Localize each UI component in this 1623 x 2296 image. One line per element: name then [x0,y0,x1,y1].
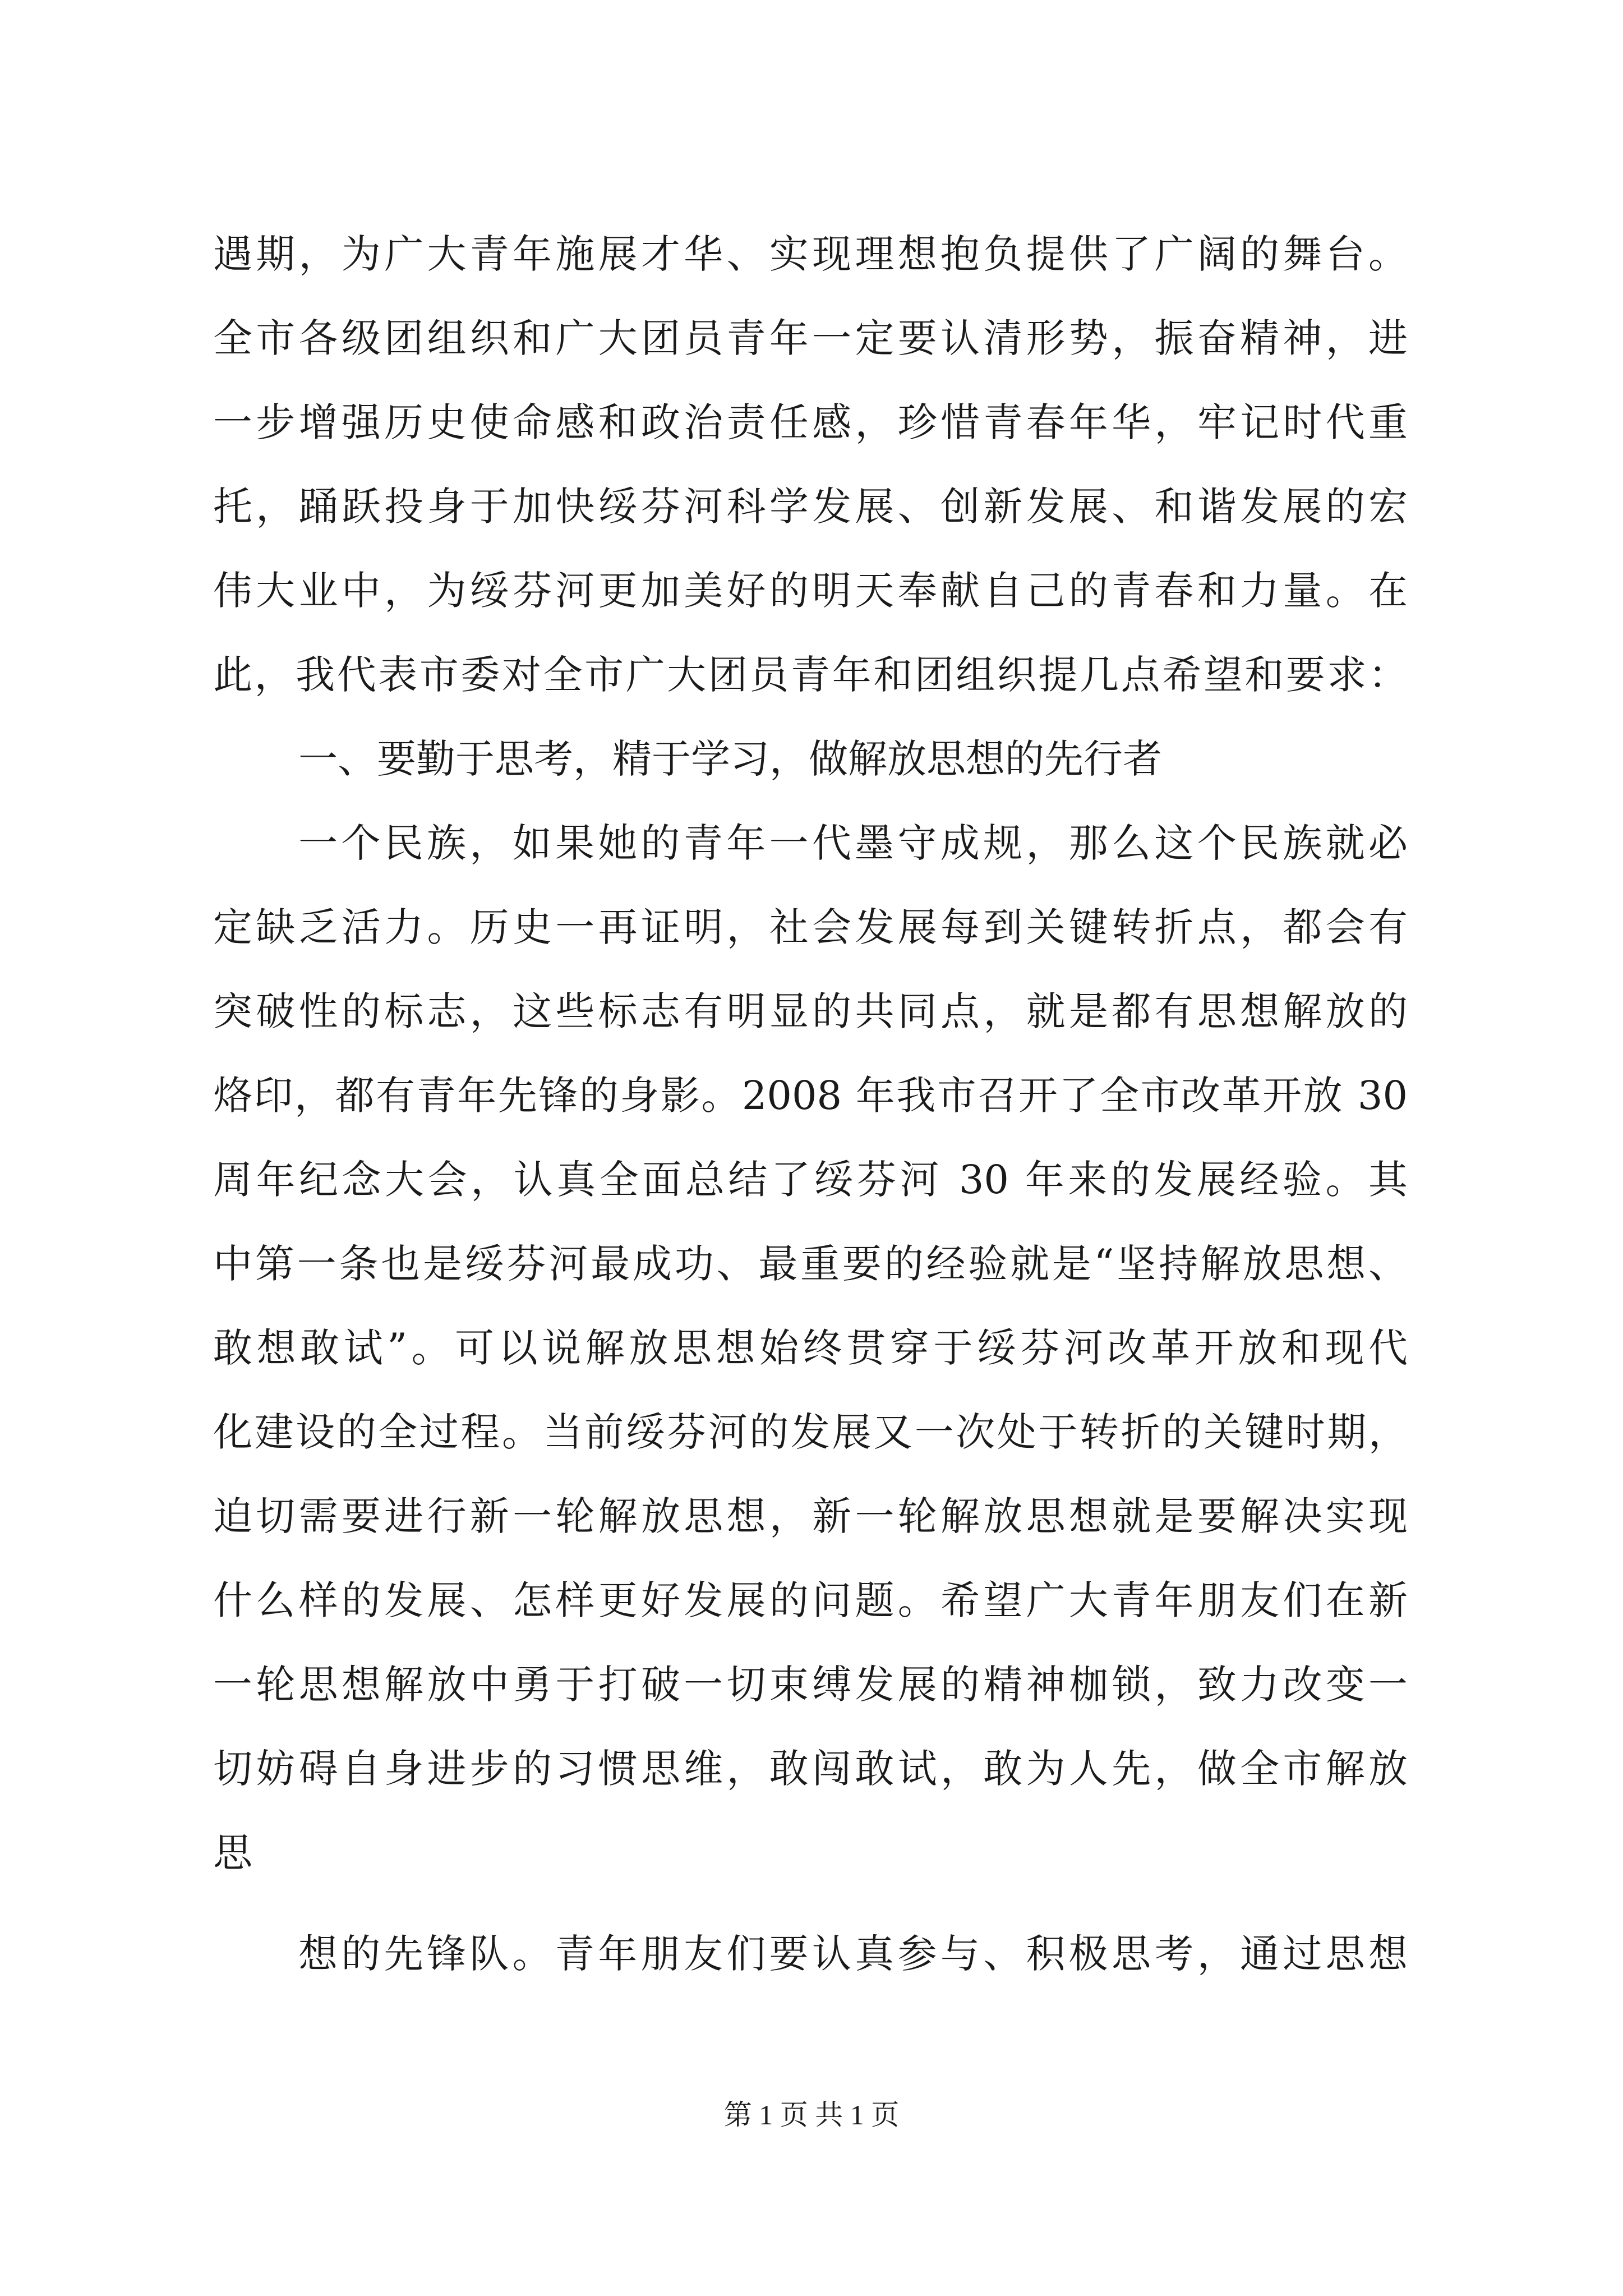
text-line: 中第一条也是绥芬河最成功、最重要的经验就是“坚持解放思想、 [213,1241,1408,1287]
text-line: 想的先锋队。青年朋友们要认真参与、积极思考，通过思想 [298,1931,1408,1977]
text-line: 突破性的标志，这些标志有明显的共同点，就是都有思想解放的 [213,988,1408,1034]
text-line: 化建设的全过程。当前绥芬河的发展又一次处于转折的关键时期， [213,1409,1408,1455]
text-line: 什么样的发展、怎样更好发展的问题。希望广大青年朋友们在新 [213,1577,1408,1623]
section-heading: 一、要勤于思考，精于学习，做解放思想的先行者 [298,736,1162,782]
text-line: 定缺乏活力。历史一再证明，社会发展每到关键转折点，都会有 [213,904,1408,950]
text-line: 一轮思想解放中勇于打破一切束缚发展的精神枷锁，致力改变一 [213,1662,1408,1708]
text-line: 烙印，都有青年先锋的身影。2008 年我市召开了全市改革开放 30 [213,1073,1408,1119]
text-line: 伟大业中，为绥芬河更加美好的明天奉献自己的青春和力量。在 [213,568,1408,614]
text-line: 一个民族，如果她的青年一代墨守成规，那么这个民族就必 [298,820,1408,866]
text-line: 敢想敢试”。可以说解放思想始终贯穿于绥芬河改革开放和现代 [213,1325,1408,1371]
text-line: 迫切需要进行新一轮解放思想，新一轮解放思想就是要解决实现 [213,1493,1408,1539]
text-line: 思 [213,1830,252,1876]
body-text [213,212,1408,1996]
text-line: 切妨碍自身进步的习惯思维，敢闯敢试，敢为人先，做全市解放 [213,1746,1408,1792]
text-line: 全市各级团组织和广大团员青年一定要认清形势，振奋精神，进 [213,315,1408,361]
text-line: 托，踊跃投身于加快绥芬河科学发展、创新发展、和谐发展的宏 [213,484,1408,530]
text-line: 此，我代表市委对全市广大团员青年和团组织提几点希望和要求： [213,652,1408,698]
text-line: 遇期，为广大青年施展才华、实现理想抱负提供了广阔的舞台。 [213,231,1408,277]
text-line: 一步增强历史使命感和政治责任感，珍惜青春年华，牢记时代重 [213,399,1408,445]
text-line: 周年纪念大会，认真全面总结了绥芬河 30 年来的发展经验。其 [213,1157,1408,1203]
page-footer: 第 1 页 共 1 页 [723,2099,900,2131]
